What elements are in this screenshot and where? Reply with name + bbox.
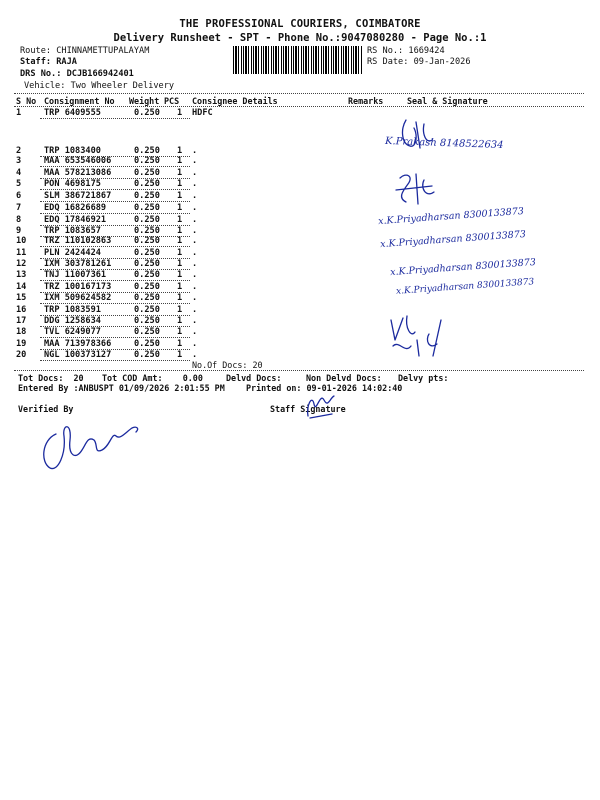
row-weight: 0.250 bbox=[134, 282, 160, 292]
row-details: . bbox=[192, 203, 198, 213]
handwritten-note-3: x.K.Priyadharsan 8300133873 bbox=[379, 228, 527, 251]
row-details: . bbox=[192, 179, 198, 189]
verified-signature bbox=[36, 410, 146, 474]
printed-value: 09-01-2026 14:02:40 bbox=[306, 383, 403, 393]
footer-rule bbox=[14, 370, 584, 371]
row-details: . bbox=[192, 191, 198, 201]
row-sno: 3 bbox=[16, 156, 22, 166]
row-sno: 9 bbox=[16, 226, 22, 236]
row-sno: 20 bbox=[16, 350, 27, 360]
row-weight: 0.250 bbox=[134, 168, 160, 178]
col-seal-signature: Seal & Signature bbox=[407, 96, 488, 106]
row-consignment: TRP 1083591 bbox=[44, 305, 101, 315]
rs-date-value: 09-Jan-2026 bbox=[413, 57, 471, 67]
row-rule bbox=[40, 166, 190, 167]
row-consignment: PLN 2424424 bbox=[44, 248, 101, 258]
header-rule-top bbox=[14, 93, 584, 94]
row-details: . bbox=[192, 248, 198, 258]
rs-no-line bbox=[367, 46, 445, 56]
row-consignment: PON 4698175 bbox=[44, 179, 101, 189]
row-sno: 15 bbox=[16, 293, 27, 303]
row-pcs: 1 bbox=[177, 270, 183, 280]
row-weight: 0.250 bbox=[134, 203, 160, 213]
row-rule bbox=[40, 246, 190, 247]
row-sno: 12 bbox=[16, 259, 27, 269]
row-consignment: EDQ 17846921 bbox=[44, 215, 107, 225]
signature-scribble-3 bbox=[385, 310, 455, 360]
row-sno: 14 bbox=[16, 282, 27, 292]
staff-label: Staff: bbox=[20, 57, 52, 67]
row-rule bbox=[40, 201, 190, 202]
row-pcs: 1 bbox=[177, 168, 183, 178]
row-weight: 0.250 bbox=[134, 215, 160, 225]
staff-signature-scribble bbox=[300, 388, 340, 424]
row-pcs: 1 bbox=[177, 156, 183, 166]
vehicle-line bbox=[24, 81, 174, 91]
row-details: . bbox=[192, 293, 198, 303]
verified-by: Verified By bbox=[18, 404, 74, 414]
row-pcs: 1 bbox=[177, 282, 183, 292]
tot-docs-label: Tot Docs: bbox=[18, 373, 64, 383]
row-rule bbox=[40, 303, 190, 304]
row-pcs: 1 bbox=[177, 339, 183, 349]
row-weight: 0.250 bbox=[134, 146, 160, 156]
row-details: . bbox=[192, 327, 198, 337]
col-consignment: Consignment No bbox=[44, 96, 115, 106]
row-details: . bbox=[192, 339, 198, 349]
rs-no-label: RS No.: bbox=[367, 46, 404, 56]
row-weight: 0.250 bbox=[134, 305, 160, 315]
row-pcs: 1 bbox=[177, 316, 183, 326]
row-consignment: IXM 509624582 bbox=[44, 293, 112, 303]
col-sno: S No bbox=[16, 96, 37, 106]
row-details: . bbox=[192, 236, 198, 246]
row-pcs: 1 bbox=[177, 146, 183, 156]
row-consignment: IXM 303781261 bbox=[44, 259, 112, 269]
row-rule bbox=[40, 337, 190, 338]
row-consignment: TRP 1083657 bbox=[44, 226, 101, 236]
printed-label: Printed on: bbox=[246, 383, 302, 393]
row-pcs: 1 bbox=[177, 305, 183, 315]
row-sno: 1 bbox=[16, 108, 22, 118]
col-weight: Weight bbox=[129, 96, 160, 106]
handwritten-note-2: x.K.Priyadharsan 8300133873 bbox=[377, 205, 525, 228]
tot-cod bbox=[102, 373, 203, 383]
row-consignment: DDG 1258634 bbox=[44, 316, 101, 326]
row-weight: 0.250 bbox=[134, 259, 160, 269]
route-value: CHINNAMETTUPALAYAM bbox=[56, 46, 150, 56]
row-consignment: EDQ 16826689 bbox=[44, 203, 107, 213]
row-weight: 0.250 bbox=[134, 156, 160, 166]
row-weight: 0.250 bbox=[134, 191, 160, 201]
row-consignment: NGL 100373127 bbox=[44, 350, 112, 360]
handwritten-note-1: K.Prakash 8148522634 bbox=[384, 135, 504, 152]
row-pcs: 1 bbox=[177, 191, 183, 201]
row-pcs: 1 bbox=[177, 215, 183, 225]
row-consignment: SLM 386721867 bbox=[44, 191, 112, 201]
row-consignment: MAA 578213086 bbox=[44, 168, 112, 178]
row-sno: 18 bbox=[16, 327, 27, 337]
row-sno: 16 bbox=[16, 305, 27, 315]
row-details: HDFC bbox=[192, 108, 213, 118]
row-pcs: 1 bbox=[177, 179, 183, 189]
row-weight: 0.250 bbox=[134, 316, 160, 326]
route-label: Route: bbox=[20, 46, 52, 56]
delvd-docs: Delvd Docs: bbox=[226, 373, 282, 383]
row-rule bbox=[40, 118, 190, 119]
staff-signature-label: Staff Signature bbox=[270, 404, 346, 414]
row-consignment: TRZ 110102863 bbox=[44, 236, 112, 246]
row-weight: 0.250 bbox=[134, 270, 160, 280]
tot-docs-value: 20 bbox=[73, 373, 84, 383]
row-consignment: MAA 653546006 bbox=[44, 156, 112, 166]
cod-label: Tot COD Amt: bbox=[102, 373, 163, 383]
entered-by bbox=[18, 383, 225, 393]
row-rule bbox=[40, 213, 190, 214]
delvy-pts: Delvy pts: bbox=[398, 373, 449, 383]
row-weight: 0.250 bbox=[134, 350, 160, 360]
row-pcs: 1 bbox=[177, 248, 183, 258]
row-weight: 0.250 bbox=[134, 248, 160, 258]
cod-value: 0.00 bbox=[182, 373, 203, 383]
handwritten-note-5: x.K.Priyadharsan 8300133873 bbox=[395, 277, 535, 297]
col-pcs: PCS bbox=[164, 96, 180, 106]
row-consignment: TVL 6249077 bbox=[44, 327, 101, 337]
row-sno: 6 bbox=[16, 191, 22, 201]
row-details: . bbox=[192, 156, 198, 166]
row-sno: 11 bbox=[16, 248, 27, 258]
row-pcs: 1 bbox=[177, 236, 183, 246]
row-details: . bbox=[192, 270, 198, 280]
signature-scribble-1 bbox=[396, 114, 436, 154]
route-line bbox=[20, 46, 149, 56]
row-consignment: TRP 1083400 bbox=[44, 146, 101, 156]
row-weight: 0.250 bbox=[134, 236, 160, 246]
drs-value: DCJB166942401 bbox=[66, 69, 134, 79]
row-pcs: 1 bbox=[177, 226, 183, 236]
tot-docs bbox=[18, 373, 84, 383]
rs-date-label: RS Date: bbox=[367, 57, 409, 67]
row-details: . bbox=[192, 350, 198, 360]
row-details: . bbox=[192, 146, 198, 156]
col-consignee: Consignee Details bbox=[192, 96, 278, 106]
row-pcs: 1 bbox=[177, 203, 183, 213]
row-pcs: 1 bbox=[177, 350, 183, 360]
company-title: THE PROFESSIONAL COURIERS, COIMBATORE bbox=[179, 18, 421, 30]
staff-value: RAJA bbox=[56, 57, 77, 67]
row-sno: 2 bbox=[16, 146, 22, 156]
drs-line bbox=[20, 69, 134, 79]
row-details: . bbox=[192, 305, 198, 315]
row-sno: 8 bbox=[16, 215, 22, 225]
runsheet-subtitle: Delivery Runsheet - SPT - Phone No.:9047080280 - Page No.:1 bbox=[113, 32, 487, 44]
row-sno: 13 bbox=[16, 270, 27, 280]
handwritten-note-4: x.K.Priyadharsan 8300133873 bbox=[389, 256, 537, 279]
row-details: . bbox=[192, 316, 198, 326]
no-of-docs: No.Of Docs: 20 bbox=[192, 360, 263, 370]
row-weight: 0.250 bbox=[134, 327, 160, 337]
row-sno: 4 bbox=[16, 168, 22, 178]
row-pcs: 1 bbox=[177, 259, 183, 269]
row-pcs: 1 bbox=[177, 108, 183, 118]
row-weight: 0.250 bbox=[134, 226, 160, 236]
row-pcs: 1 bbox=[177, 293, 183, 303]
row-sno: 5 bbox=[16, 179, 22, 189]
staff-line bbox=[20, 57, 77, 67]
row-rule bbox=[40, 189, 190, 190]
entered-value: ANBUSPT 01/09/2026 2:01:55 PM bbox=[78, 383, 225, 393]
row-rule bbox=[40, 360, 190, 361]
row-rule bbox=[40, 280, 190, 281]
signature-scribble-2 bbox=[392, 168, 438, 212]
row-details: . bbox=[192, 282, 198, 292]
row-sno: 7 bbox=[16, 203, 22, 213]
row-sno: 17 bbox=[16, 316, 27, 326]
row-weight: 0.250 bbox=[134, 179, 160, 189]
entered-label: Entered By : bbox=[18, 383, 79, 393]
row-consignment: TRZ 100167173 bbox=[44, 282, 112, 292]
drs-label: DRS No.: bbox=[20, 69, 62, 79]
row-pcs: 1 bbox=[177, 327, 183, 337]
row-sno: 10 bbox=[16, 236, 27, 246]
row-details: . bbox=[192, 259, 198, 269]
row-consignment: MAA 713978366 bbox=[44, 339, 112, 349]
row-weight: 0.250 bbox=[134, 339, 160, 349]
vehicle-label: Vehicle: bbox=[24, 81, 66, 91]
barcode bbox=[233, 46, 363, 74]
row-sno: 19 bbox=[16, 339, 27, 349]
row-consignment: TRP 6409555 bbox=[44, 108, 101, 118]
row-details: . bbox=[192, 215, 198, 225]
header-rule-bottom bbox=[14, 106, 584, 107]
row-details: . bbox=[192, 226, 198, 236]
row-details: . bbox=[192, 168, 198, 178]
vehicle-value: Two Wheeler Delivery bbox=[70, 81, 175, 91]
row-weight: 0.250 bbox=[134, 293, 160, 303]
rs-no-value: 1669424 bbox=[408, 46, 445, 56]
col-remarks: Remarks bbox=[348, 96, 384, 106]
rs-date-line bbox=[367, 57, 471, 67]
non-delvd-docs: Non Delvd Docs: bbox=[306, 373, 382, 383]
row-consignment: TNJ 11007361 bbox=[44, 270, 107, 280]
row-weight: 0.250 bbox=[134, 108, 160, 118]
